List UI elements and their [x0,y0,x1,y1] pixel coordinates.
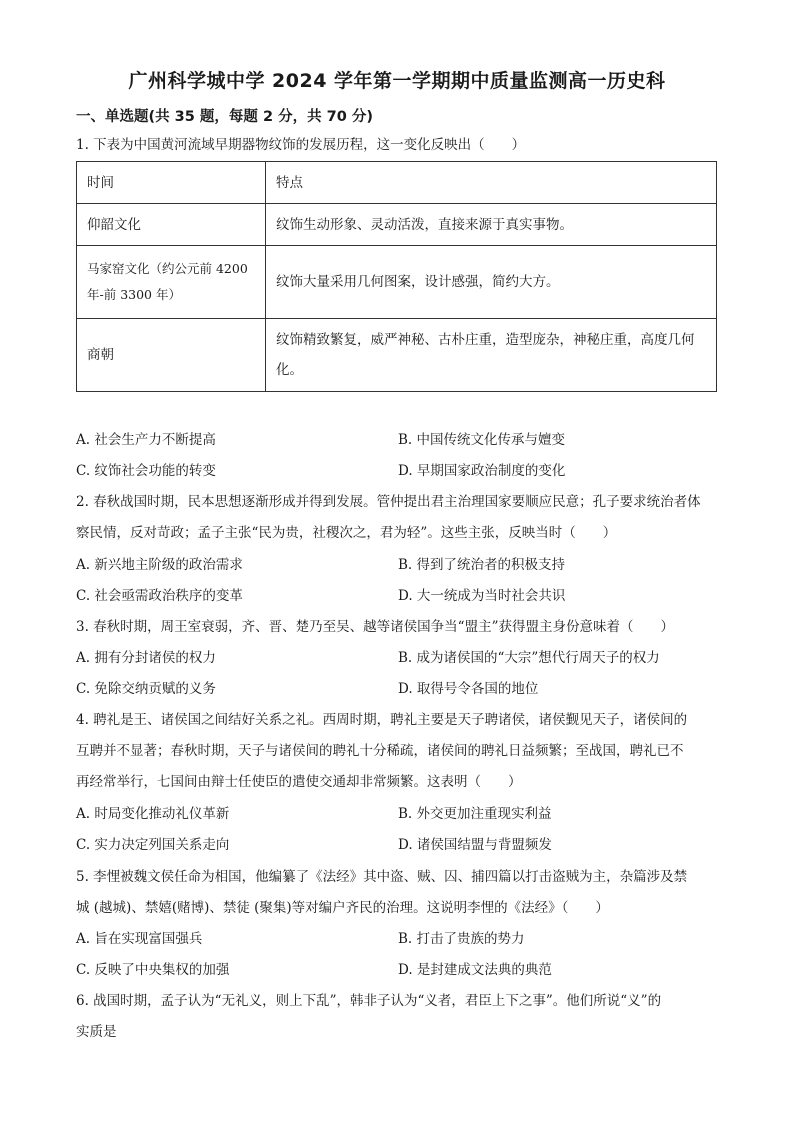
question-4-stem: 4. 聘礼是王、诸侯国之间结好关系之礼。西周时期，聘礼主要是天子聘诸侯，诸侯觐见天子，诸侯间的 [76,712,688,728]
question-6-stem: 实质是 [76,1024,117,1040]
table-row [77,319,717,392]
section-heading: 一、单选题(共 35 题，每题 2 分，共 70 分) [76,109,373,125]
option-c[interactable]: C. 纹饰社会功能的转变 [76,463,216,479]
option-c[interactable]: C. 实力决定列国关系走向 [76,837,230,853]
question-1-stem: 1. 下表为中国黄河流域早期器物纹饰的发展历程，这一变化反映出（ ） [76,137,526,153]
option-b[interactable]: B. 打击了贵族的势力 [398,931,525,947]
option-b[interactable]: B. 成为诸侯国的“大宗”想代行周天子的权力 [398,650,660,666]
question-5-stem: 5. 李悝被魏文侯任命为相国，他编纂了《法经》其中盗、贼、囚、捕四篇以打击盗贼为主，杂篇涉及禁 [76,869,688,885]
option-a[interactable]: A. 拥有分封诸侯的权力 [76,650,216,666]
table-row [77,246,717,319]
question-3-stem: 3. 春秋时期，周王室衰弱，齐、晋、楚乃至吴、越等诸侯国争当“盟主”获得盟主身份意味着（ ） [76,619,674,635]
option-a[interactable]: A. 时局变化推动礼仪革新 [76,806,230,822]
table-cell-feature: 纹饰生动形象、灵动活泼，直接来源于真实事物。 [266,204,717,246]
option-d[interactable]: D. 诸侯国结盟与背盟频发 [398,837,552,853]
question-6-stem: 6. 战国时期，孟子认为“无礼义，则上下乱”，韩非子认为“义者，君臣上下之事”。他们所说“义”的 [76,993,662,1009]
option-d[interactable]: D. 取得号令各国的地位 [398,681,539,697]
table-header-period: 时间 [77,162,266,204]
option-b[interactable]: B. 外交更加注重现实利益 [398,806,552,822]
option-c[interactable]: C. 免除交纳贡赋的义务 [76,681,216,697]
table-header-row [77,162,717,204]
question-1-table [76,161,717,392]
table-cell-feature-line: 化。 [276,362,303,378]
table-cell-feature: 纹饰大量采用几何图案，设计感强，简约大方。 [266,246,717,319]
table-cell-period: 仰韶文化 [77,204,266,246]
option-d[interactable]: D. 早期国家政治制度的变化 [398,463,566,479]
option-a[interactable]: A. 旨在实现富国强兵 [76,931,203,947]
option-a[interactable]: A. 社会生产力不断提高 [76,432,216,448]
table-cell-period-line: 马家窑文化（约公元前 4200 [87,261,248,276]
option-c[interactable]: C. 反映了中央集权的加强 [76,962,230,978]
page-title: 广州科学城中学 2024 学年第一学期期中质量监测高一历史科 [128,70,666,92]
table-row [77,204,717,246]
option-b[interactable]: B. 中国传统文化传承与嬗变 [398,432,566,448]
table-cell-feature [266,319,717,392]
question-4-stem: 互聘并不显著；春秋时期，天子与诸侯间的聘礼十分稀疏，诸侯间的聘礼日益频繁；至战国，聘礼已不 [76,743,684,759]
option-b[interactable]: B. 得到了统治者的积极支持 [398,557,566,573]
option-d[interactable]: D. 大一统成为当时社会共识 [398,588,566,604]
table-cell-period [77,246,266,319]
option-a[interactable]: A. 新兴地主阶级的政治需求 [76,557,243,573]
question-4-stem: 再经常举行，七国间由辩士任使臣的遣使交通却非常频繁。这表明（ ） [76,774,522,790]
table-cell-feature-line: 纹饰精致繁复，威严神秘、古朴庄重，造型庞杂，神秘庄重，高度几何 [276,332,695,348]
question-2-stem: 2. 春秋战国时期，民本思想逐渐形成并得到发展。管仲提出君主治理国家要顺应民意；孔子要求统治者体 [76,494,701,510]
question-2-stem: 察民情，反对苛政；孟子主张“民为贵，社稷次之，君为轻”。这些主张，反映当时（ ） [76,525,617,541]
table-cell-period-line: 年-前 3300 年） [87,287,181,302]
option-c[interactable]: C. 社会亟需政治秩序的变革 [76,588,243,604]
question-5-stem: 城 (越城)、禁嬉(赌博)、禁徒 (聚集)等对编户齐民的治理。这说明李悝的《法经》（ ） [76,900,609,916]
option-d[interactable]: D. 是封建成文法典的典范 [398,962,552,978]
table-header-feature: 特点 [266,162,717,204]
table-cell-period: 商朝 [77,319,266,392]
